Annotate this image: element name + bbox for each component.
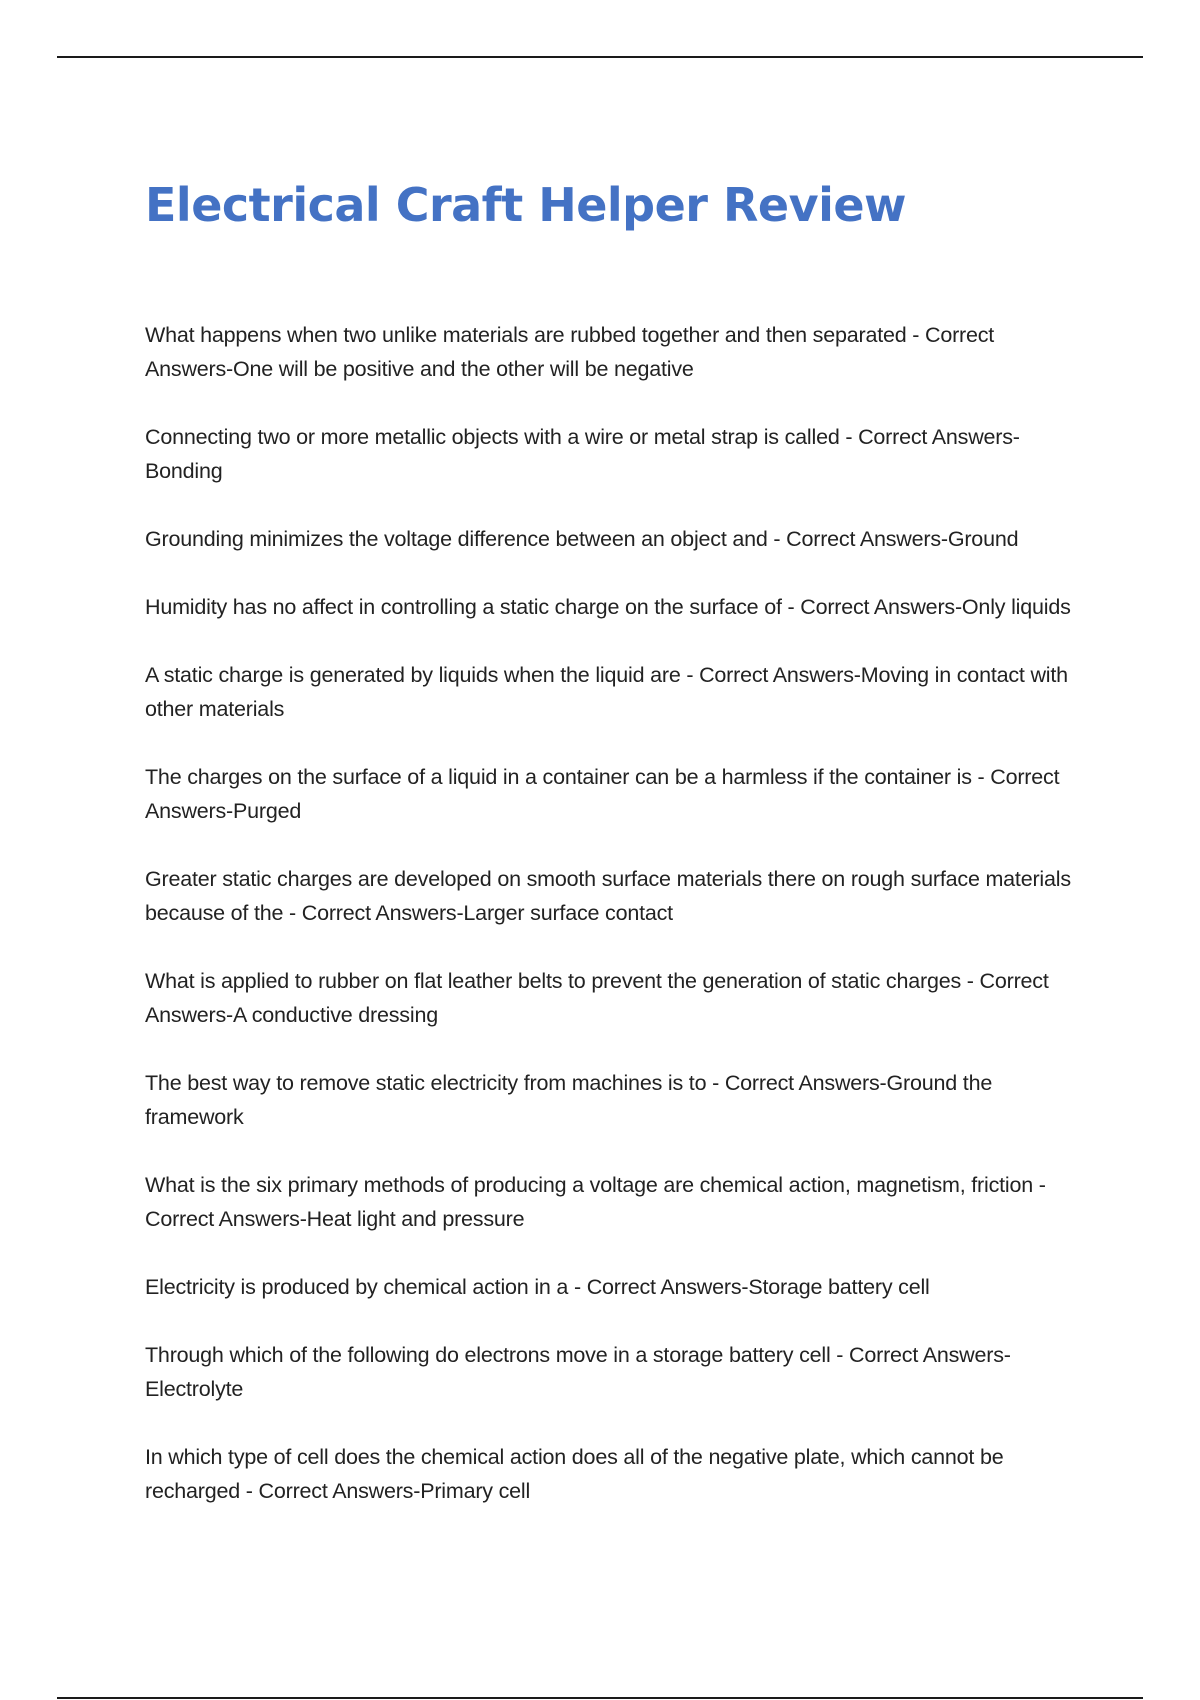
- qa-item: What happens when two unlike materials are rubbed together and then separated - Correct Answers-One will be positive and the other will be negative: [145, 323, 995, 381]
- qa-item: What is applied to rubber on flat leather belts to prevent the generation of static charges - Correct Answers-A conductive dressing: [145, 969, 1049, 1027]
- qa-item: A static charge is generated by liquids when the liquid are - Correct Answers-Moving in contact with other materials: [145, 663, 1068, 721]
- qa-item: What is the six primary methods of producing a voltage are chemical action, magnetism, friction - Correct Answers-Heat light and pressure: [145, 1173, 1046, 1231]
- qa-item: Grounding minimizes the voltage difference between an object and - Correct Answers-Ground: [145, 527, 1019, 551]
- footer-rule: [57, 1697, 1143, 1699]
- qa-item: Humidity has no affect in controlling a static charge on the surface of - Correct Answers-Only liquids: [145, 595, 1071, 619]
- qa-item: Connecting two or more metallic objects with a wire or metal strap is called - Correct Answers-Bonding: [145, 425, 1020, 483]
- qa-item: The best way to remove static electricity from machines is to - Correct Answers-Ground the framework: [145, 1071, 993, 1129]
- qa-item: Through which of the following do electrons move in a storage battery cell - Correct Answers-Electrolyte: [145, 1343, 1011, 1401]
- qa-item: The charges on the surface of a liquid in a container can be a harmless if the container is - Correct Answers-Purged: [145, 765, 1060, 823]
- qa-item: Electricity is produced by chemical action in a - Correct Answers-Storage battery cell: [145, 1275, 930, 1299]
- qa-item: In which type of cell does the chemical action does all of the negative plate, which cannot be recharged - Correct Answers-Primary cell: [145, 1445, 1004, 1503]
- qa-list: [145, 318, 1085, 1542]
- qa-item: Greater static charges are developed on smooth surface materials there on rough surface materials because of the - Correct Answers-Larger surface contact: [145, 867, 1071, 925]
- page-title: Electrical Craft Helper Review: [145, 178, 907, 232]
- header-rule: [57, 56, 1143, 58]
